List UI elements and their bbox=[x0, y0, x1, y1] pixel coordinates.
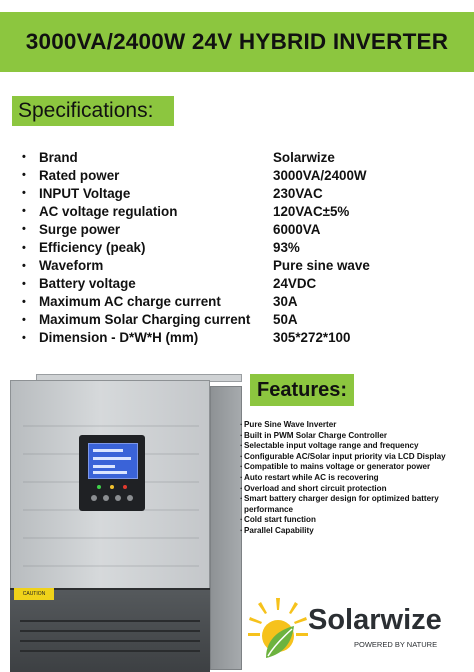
spec-row-ac-charge-current bbox=[22, 293, 462, 311]
spec-value: 230VAC bbox=[273, 185, 323, 201]
bullet: • bbox=[22, 223, 26, 236]
bullet: · bbox=[240, 420, 243, 429]
bullet: • bbox=[22, 331, 26, 344]
bullet: · bbox=[240, 472, 243, 482]
spec-value: 30A bbox=[273, 294, 298, 310]
feature-item bbox=[240, 484, 468, 495]
brand-name: Solarwize bbox=[308, 604, 442, 636]
inverter-product-image bbox=[10, 374, 242, 670]
lcd-segment bbox=[93, 449, 123, 452]
bullet: • bbox=[22, 169, 26, 182]
brand-tagline: POWERED BY NATURE bbox=[354, 640, 438, 649]
spec-value: Pure sine wave bbox=[273, 258, 370, 274]
vent-slot bbox=[20, 640, 200, 642]
spec-value: 6000VA bbox=[273, 221, 321, 237]
feature-text: Compatible to mains voltage or generator power bbox=[244, 462, 431, 472]
title-banner bbox=[0, 12, 474, 72]
bullet: • bbox=[22, 259, 26, 272]
spec-key: INPUT Voltage bbox=[39, 185, 131, 201]
inverter-control-panel bbox=[79, 435, 145, 511]
vent-slot bbox=[20, 620, 200, 622]
spec-row-rated-power bbox=[22, 166, 462, 184]
green-led-icon bbox=[97, 485, 101, 489]
feature-item bbox=[240, 431, 468, 442]
feature-text: Cold start function bbox=[244, 515, 316, 525]
bullet: · bbox=[240, 462, 243, 472]
page-title: 3000VA/2400W 24V HYBRID INVERTER bbox=[25, 29, 449, 54]
inverter-side-panel bbox=[210, 386, 242, 670]
feature-item bbox=[240, 420, 468, 431]
feature-text: Built in PWM Solar Charge Controller bbox=[244, 430, 387, 440]
caution-label: CAUTION bbox=[14, 588, 54, 600]
bullet: • bbox=[22, 313, 26, 326]
spec-value: 120VAC±5% bbox=[273, 203, 350, 219]
panel-button bbox=[91, 495, 97, 501]
spec-key: Efficiency (peak) bbox=[39, 240, 146, 256]
bullet: • bbox=[22, 205, 26, 218]
spec-row-dimension bbox=[22, 329, 462, 347]
feature-text: Auto restart while AC is recovering bbox=[244, 472, 379, 482]
spec-row-ac-regulation bbox=[22, 202, 462, 220]
bullet: · bbox=[240, 430, 243, 440]
vent-slot bbox=[20, 630, 200, 632]
bullet: • bbox=[22, 277, 26, 290]
specifications-heading: Specifications: bbox=[18, 99, 154, 122]
feature-item bbox=[240, 515, 468, 526]
spec-value: 93% bbox=[273, 240, 300, 256]
spec-key: Surge power bbox=[39, 221, 121, 237]
feature-text: Overload and short circuit protection bbox=[244, 483, 387, 493]
spec-key: Waveform bbox=[39, 258, 104, 274]
spec-row-surge-power bbox=[22, 220, 462, 238]
features-list bbox=[240, 420, 468, 537]
inverter-lcd-display bbox=[88, 443, 138, 479]
feature-item bbox=[240, 452, 468, 463]
bullet: · bbox=[240, 525, 243, 535]
spec-list bbox=[22, 148, 462, 347]
lcd-segment bbox=[93, 471, 127, 474]
spec-key: Battery voltage bbox=[39, 276, 136, 292]
features-heading-box bbox=[250, 374, 354, 406]
spec-row-solar-charging-current bbox=[22, 311, 462, 329]
specifications-heading-box bbox=[12, 96, 174, 126]
sun-leaf-icon bbox=[248, 596, 308, 662]
bullet: • bbox=[22, 241, 26, 254]
spec-key: Maximum Solar Charging current bbox=[39, 312, 251, 328]
spec-value: 24VDC bbox=[273, 276, 317, 292]
brand-logo bbox=[248, 596, 468, 662]
feature-item bbox=[240, 462, 468, 473]
spec-key: Rated power bbox=[39, 167, 120, 183]
bullet: • bbox=[22, 187, 26, 200]
feature-item bbox=[240, 494, 468, 515]
feature-item bbox=[240, 441, 468, 452]
lcd-segment bbox=[93, 465, 115, 468]
spec-key: Dimension - D*W*H (mm) bbox=[39, 330, 199, 346]
feature-text: Configurable AC/Solar input priority via LCD Display bbox=[244, 451, 446, 461]
vent-slot bbox=[20, 650, 200, 652]
spec-row-brand bbox=[22, 148, 462, 166]
panel-button bbox=[115, 495, 121, 501]
bullet: · bbox=[240, 494, 243, 504]
bullet: · bbox=[240, 451, 243, 461]
spec-row-waveform bbox=[22, 257, 462, 275]
yellow-led-icon bbox=[110, 485, 114, 489]
spec-value: 3000VA/2400W bbox=[273, 167, 367, 183]
bullet: · bbox=[240, 483, 243, 493]
spec-value: Solarwize bbox=[273, 149, 335, 165]
spec-row-input-voltage bbox=[22, 184, 462, 202]
feature-text: Pure Sine Wave Inverter bbox=[244, 420, 337, 429]
feature-text: Smart battery charger design for optimized battery performance bbox=[244, 494, 439, 514]
lcd-segment bbox=[93, 457, 131, 460]
red-led-icon bbox=[123, 485, 127, 489]
spec-row-efficiency bbox=[22, 238, 462, 256]
bullet: · bbox=[240, 441, 243, 451]
feature-text: Parallel Capability bbox=[244, 525, 314, 535]
spec-row-battery-voltage bbox=[22, 275, 462, 293]
feature-item bbox=[240, 473, 468, 484]
panel-button bbox=[127, 495, 133, 501]
bullet: · bbox=[240, 515, 243, 525]
spec-key: Brand bbox=[39, 149, 78, 165]
features-heading: Features: bbox=[256, 378, 348, 401]
feature-item bbox=[240, 526, 468, 537]
spec-key: AC voltage regulation bbox=[39, 203, 178, 219]
spec-key: Maximum AC charge current bbox=[39, 294, 221, 310]
bullet: • bbox=[22, 295, 26, 308]
inverter-bottom-vent bbox=[10, 588, 210, 672]
feature-text: Selectable input voltage range and frequency bbox=[244, 441, 419, 451]
spec-value: 305*272*100 bbox=[273, 330, 351, 346]
panel-button bbox=[103, 495, 109, 501]
bullet: • bbox=[22, 151, 26, 164]
spec-value: 50A bbox=[273, 312, 298, 328]
